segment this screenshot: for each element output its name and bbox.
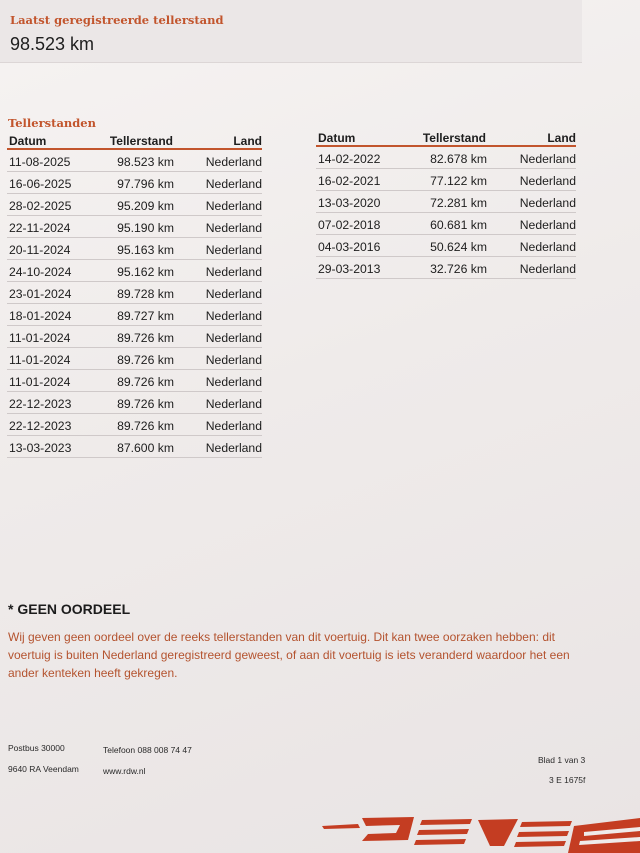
table-row: [7, 150, 262, 172]
row-land: Nederland: [205, 265, 262, 279]
row-date: 11-08-2025: [9, 155, 71, 169]
table-row: [7, 260, 262, 282]
table-header: [316, 131, 576, 147]
row-km: 89.726 km: [117, 375, 174, 389]
table-row: [316, 147, 576, 169]
row-km: 98.523 km: [117, 155, 174, 169]
table-row: [7, 194, 262, 216]
row-date: 13-03-2023: [9, 441, 72, 455]
table-row: [7, 282, 262, 304]
row-km: 50.624 km: [430, 240, 487, 254]
row-date: 13-03-2020: [318, 196, 381, 210]
footer-phone: Telefoon 088 008 74 47: [103, 745, 192, 755]
row-date: 11-01-2024: [9, 375, 71, 389]
footer-document-code: 3 E 1675f: [549, 775, 586, 785]
row-land: Nederland: [205, 221, 262, 235]
header-land: Land: [547, 131, 576, 145]
row-land: Nederland: [519, 152, 576, 166]
row-land: Nederland: [205, 287, 262, 301]
row-date: 22-12-2023: [9, 397, 72, 411]
table-header: [7, 134, 262, 150]
row-land: Nederland: [205, 397, 262, 411]
table-row: [7, 172, 262, 194]
header-km: Tellerstand: [422, 131, 486, 145]
row-land: Nederland: [519, 262, 576, 276]
row-km: 89.726 km: [117, 353, 174, 367]
row-km: 89.726 km: [117, 397, 174, 411]
row-km: 77.122 km: [430, 174, 487, 188]
row-km: 89.726 km: [117, 331, 174, 345]
row-land: Nederland: [205, 375, 262, 389]
table-row: [316, 213, 576, 235]
table-row: [316, 257, 576, 279]
footer-website: www.rdw.nl: [103, 766, 146, 776]
row-date: 22-11-2024: [9, 221, 71, 235]
row-date: 16-02-2021: [318, 174, 381, 188]
header-land: Land: [233, 134, 262, 148]
row-land: Nederland: [519, 240, 576, 254]
row-km: 95.162 km: [117, 265, 174, 279]
table-row: [7, 238, 262, 260]
row-km: 60.681 km: [430, 218, 487, 232]
row-km: 95.209 km: [117, 199, 174, 213]
table-row: [7, 326, 262, 348]
header-date: Datum: [9, 134, 47, 148]
row-land: Nederland: [205, 199, 262, 213]
row-km: 89.727 km: [117, 309, 174, 323]
row-km: 32.726 km: [430, 262, 487, 276]
last-reading-label: Laatst geregistreerde tellerstand: [10, 13, 224, 27]
readings-table-right: [316, 131, 576, 279]
table-row: [7, 436, 262, 458]
row-date: 11-01-2024: [9, 331, 71, 345]
table-row: [7, 304, 262, 326]
row-km: 89.728 km: [117, 287, 174, 301]
row-date: 29-03-2013: [318, 262, 381, 276]
row-km: 87.600 km: [117, 441, 174, 455]
row-land: Nederland: [205, 419, 262, 433]
row-land: Nederland: [205, 441, 262, 455]
row-land: Nederland: [205, 177, 262, 191]
row-km: 97.796 km: [117, 177, 174, 191]
readings-table-left: [7, 134, 262, 458]
row-km: 89.726 km: [117, 419, 174, 433]
row-date: 16-06-2025: [9, 177, 72, 191]
header-km: Tellerstand: [109, 134, 173, 148]
last-reading-value: 98.523 km: [10, 34, 95, 54]
row-date: 11-01-2024: [9, 353, 71, 367]
row-date: 18-01-2024: [9, 309, 72, 323]
row-date: 28-02-2025: [9, 199, 72, 213]
no-judgement-title: * GEEN OORDEEL: [8, 601, 131, 617]
header-date: Datum: [318, 131, 356, 145]
summary-band: [0, 0, 582, 63]
row-km: 72.281 km: [430, 196, 487, 210]
rdw-logo-icon: [322, 808, 640, 853]
row-date: 07-02-2018: [318, 218, 381, 232]
row-date: 23-01-2024: [9, 287, 72, 301]
section-title: Tellerstanden: [8, 116, 96, 130]
footer-page-number: Blad 1 van 3: [538, 755, 586, 765]
row-date: 24-10-2024: [9, 265, 72, 279]
row-km: 95.163 km: [117, 243, 174, 257]
table-row: [316, 235, 576, 257]
row-km: 82.678 km: [430, 152, 487, 166]
row-land: Nederland: [205, 243, 262, 257]
row-land: Nederland: [519, 196, 576, 210]
row-date: 04-03-2016: [318, 240, 381, 254]
row-date: 22-12-2023: [9, 419, 72, 433]
row-date: 14-02-2022: [318, 152, 381, 166]
table-row: [7, 414, 262, 436]
no-judgement-text: Wij geven geen oordeel over de reeks tellerstanden van dit voertuig. Dit kan twee oorzaken hebben: dit voertuig is buiten Nederland geregistreerd geweest, of aan dit voertuig is iets veranderd waardoor het een ander kenteken heeft gekregen.: [8, 630, 570, 680]
footer-city: 9640 RA Veendam: [8, 764, 79, 774]
table-row: [7, 216, 262, 238]
table-row: [7, 348, 262, 370]
row-land: Nederland: [205, 331, 262, 345]
table-row: [316, 191, 576, 213]
row-land: Nederland: [205, 155, 262, 169]
table-row: [316, 169, 576, 191]
footer-postbus: Postbus 30000: [8, 743, 65, 753]
row-km: 95.190 km: [117, 221, 174, 235]
row-land: Nederland: [205, 353, 262, 367]
row-land: Nederland: [519, 218, 576, 232]
table-row: [7, 370, 262, 392]
table-row: [7, 392, 262, 414]
row-land: Nederland: [519, 174, 576, 188]
row-land: Nederland: [205, 309, 262, 323]
row-date: 20-11-2024: [9, 243, 71, 257]
